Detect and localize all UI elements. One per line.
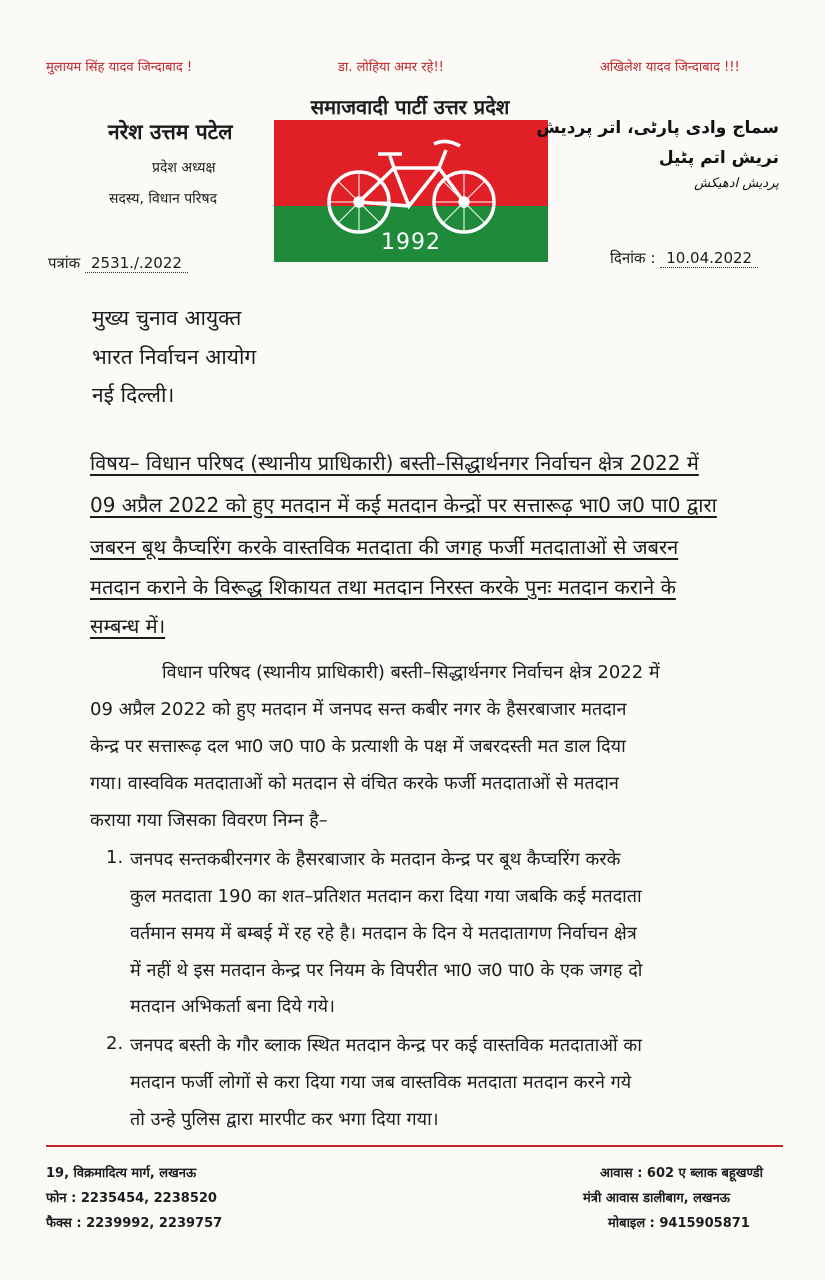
list-item-number: 1. <box>106 847 124 868</box>
list-item-line: जनपद सन्तकबीरनगर के हैसरबाजार के मतदान केन्द्र पर बूथ कैप्चरिंग करके <box>130 849 621 870</box>
reference-label: पत्रांक <box>48 254 81 272</box>
list-item-line: तो उन्हे पुलिस द्वारा मारपीट कर भगा दिया गया। <box>130 1109 439 1130</box>
body-line: केन्द्र पर सत्तारूढ़ दल भा0 ज0 पा0 के प्रत्याशी के पक्ष में जबरदस्ती मत डाल दिया <box>90 736 626 757</box>
residence-address-line2: मंत्री आवास डालीबाग, लखनऊ <box>583 1191 730 1206</box>
list-item-line: कुल मतदाता 190 का शत–प्रतिशत मतदान करा दिया गया जबकि कई मतदाता <box>130 886 642 907</box>
date-label: दिनांक : <box>610 249 656 267</box>
mobile-number: मोबाइल : 9415905871 <box>608 1216 750 1231</box>
subject-line: विषय– विधान परिषद (स्थानीय प्राधिकारी) बस्ती–सिद्धार्थनगर निर्वाचन क्षेत्र 2022 में <box>90 451 699 475</box>
urdu-party-name: سماج وادی پارٹی، اتر پردیش <box>536 118 779 138</box>
list-item-line: वर्तमान समय में बम्बई में रह रहे है। मतदान के दिन ये मतदातागण निर्वाचन क्षेत्र <box>130 923 637 944</box>
sender-name: नरेश उत्तम पटेल <box>108 120 233 144</box>
list-item-number: 2. <box>106 1033 124 1054</box>
letter-date <box>610 248 758 268</box>
party-founding-year: 1992 <box>381 230 441 255</box>
office-address: 19, विक्रमादित्य मार्ग, लखनऊ <box>46 1166 197 1181</box>
addressee-line: नई दिल्ली। <box>92 383 175 407</box>
reference-number <box>48 253 188 273</box>
party-flag-logo <box>274 120 548 262</box>
sender-membership: सदस्य, विधान परिषद <box>109 191 218 207</box>
body-line: गया। वास्वविक मतदाताओं को मतदान से वंचित करके फर्जी मतदाताओं से मतदान <box>90 773 619 794</box>
body-line: विधान परिषद (स्थानीय प्राधिकारी) बस्ती–सिद्धार्थनगर निर्वाचन क्षेत्र 2022 में <box>162 662 660 683</box>
subject-line: मतदान कराने के विरूद्ध शिकायत तथा मतदान निरस्त करके पुनः मतदान कराने के <box>90 575 676 599</box>
office-fax: फैक्स : 2239992, 2239757 <box>46 1216 223 1231</box>
urdu-sender-role: پردیش ادھیکش <box>694 176 779 191</box>
slogan-right: अखिलेश यादव जिन्दाबाद !!! <box>600 60 740 75</box>
addressee-line: भारत निर्वाचन आयोग <box>92 345 257 369</box>
list-item-line: में नहीं थे इस मतदान केन्द्र पर नियम के विपरीत भा0 ज0 पा0 के एक जगह दो <box>130 960 643 981</box>
list-item-line: मतदान फर्जी लोगों से करा दिया गया जब वास्तविक मतदाता मतदान करने गये <box>130 1072 632 1093</box>
slogan-center: डा. लोहिया अमर रहे!! <box>338 60 444 75</box>
date-value: 10.04.2022 <box>660 249 758 268</box>
party-logo-title: समाजवादी पार्टी उत्तर प्रदेश <box>310 95 510 119</box>
list-item-line: जनपद बस्ती के गौर ब्लाक स्थित मतदान केन्द्र पर कई वास्तविक मतदाताओं का <box>130 1035 642 1056</box>
body-line: 09 अप्रैल 2022 को हुए मतदान में जनपद सन्त कबीर नगर के हैसरबाजार मतदान <box>90 699 627 720</box>
residence-address: आवास : 602 ए ब्लाक बहूखण्डी <box>600 1166 763 1181</box>
footer-divider <box>46 1145 783 1147</box>
body-line: कराया गया जिसका विवरण निम्न है– <box>90 810 328 831</box>
list-item-line: मतदान अभिकर्ता बना दिये गये। <box>130 996 335 1017</box>
addressee-line: मुख्य चुनाव आयुक्त <box>92 306 242 330</box>
office-phone: फोन : 2235454, 2238520 <box>46 1191 217 1206</box>
subject-line: जबरन बूथ कैप्चरिंग करके वास्तविक मतदाता की जगह फर्जी मतदाताओं से जबरन <box>90 535 679 559</box>
urdu-sender-name: نریش اتم پٹیل <box>658 148 779 168</box>
slogan-left: मुलायम सिंह यादव जिन्दाबाद ! <box>46 60 193 75</box>
sender-role: प्रदेश अध्यक्ष <box>152 160 216 176</box>
reference-value: 2531./.2022 <box>85 254 188 273</box>
subject-line: सम्बन्ध में। <box>90 614 166 638</box>
subject-line: 09 अप्रैल 2022 को हुए मतदान में कई मतदान केन्द्रों पर सत्तारूढ़ भा0 ज0 पा0 द्वारा <box>90 493 717 517</box>
